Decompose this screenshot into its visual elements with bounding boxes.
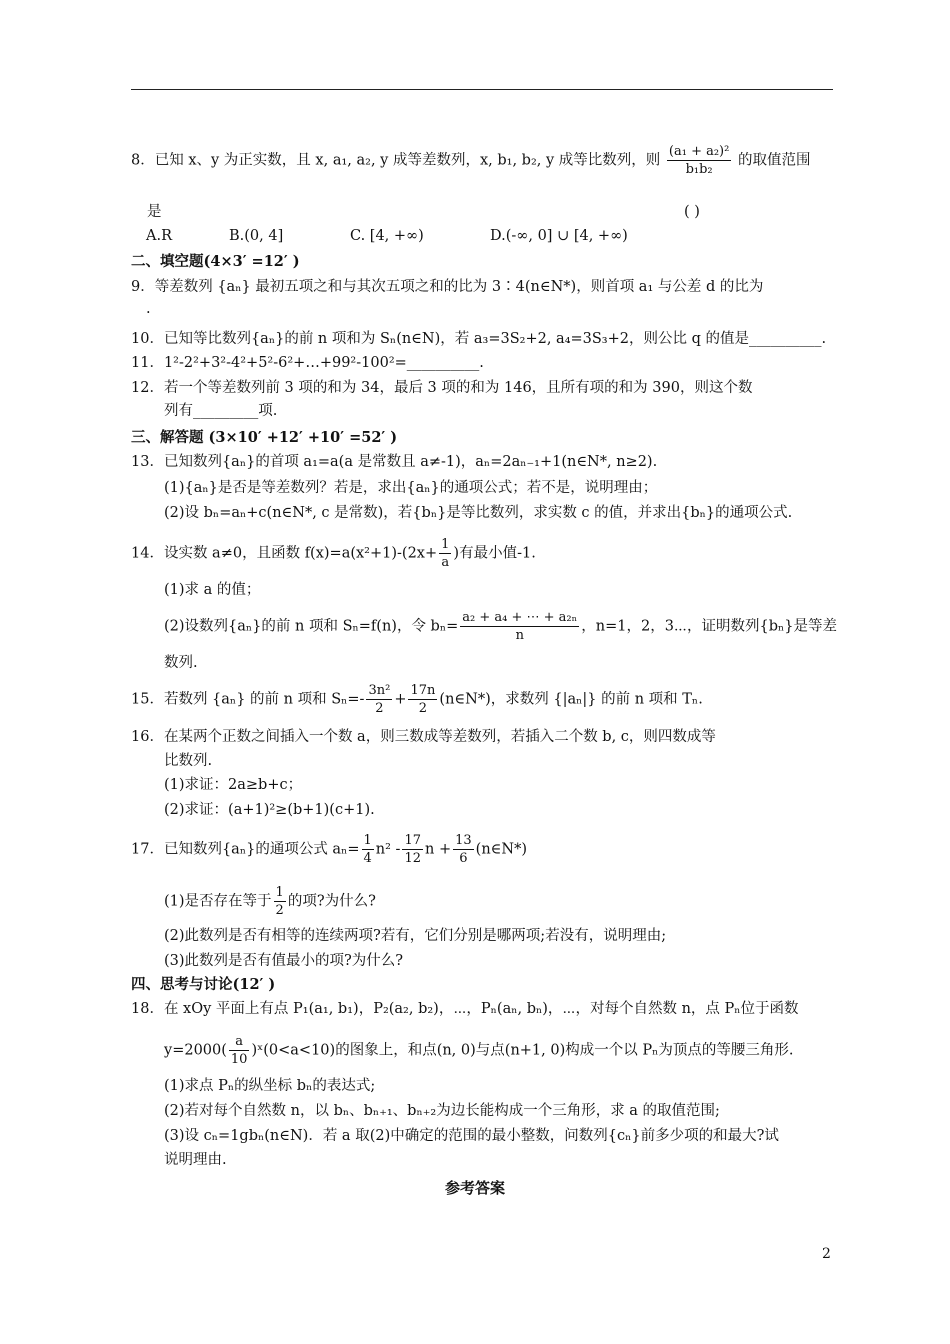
question-11: 11．1²-2²+3²-4²+5²-6²+…+99²-100²=__________.	[131, 355, 484, 371]
question-10: 10．已知等比数列{aₙ}的前 n 项和为 Sₙ(n∈N)，若 a₃=3S₂+2, a₄=3S₃+2，则公比 q 的值是__________.	[131, 331, 827, 347]
section-heading-2: 二、填空题(4×3′ =12′ )	[131, 253, 300, 270]
q17-fraction-1: $\frac{1}{4}$	[363, 833, 372, 866]
question-15: 15．若数列 {aₙ} 的前 n 项和 Sₙ=- $\frac{\text{3n²}}{2}$ + $\frac{17n}{2}$ (n∈N*)，求数列 {|aₙ|} 的前 n 项和 Tₙ.	[131, 683, 703, 716]
choice-b: B.(0, 4]	[229, 228, 284, 244]
q17-sub3: (3)此数列是否有值最小的项?为什么?	[164, 953, 404, 969]
question-13: 13．已知数列{aₙ}的首项 a₁=a(a 是常数且 a≠-1)，aₙ=2aₙ₋₁+1(n∈N*, n≥2).	[131, 454, 658, 470]
q15-fraction-2: $\frac{17n}{2}$	[410, 683, 436, 716]
q17-fraction-3: $\frac{13}{6}$	[455, 833, 472, 866]
question-9: 9．等差数列 {aₙ} 最初五项之和与其次五项之和的比为 3∶4(n∈N*)，则首项 a₁ 与公差 d 的比为	[131, 279, 764, 295]
q17-sub1-fraction: $\frac{1}{2}$	[275, 885, 284, 918]
q18-fraction: $\frac{a}{10}$	[230, 1034, 248, 1067]
q18-sub3: (3)设 cₙ=1gbₙ(n∈N)．若 a 取(2)中确定的范围的最小整数，问数列{cₙ}前多少项的和最大?试	[164, 1128, 779, 1144]
q12-line2: 列有_________项.	[164, 403, 278, 419]
q14-sub2-line2: 数列.	[164, 655, 198, 671]
section-heading-4: 四、思考与讨论(12′ )	[131, 976, 276, 993]
q16-sub2: (2)求证：(a+1)²≥(b+1)(c+1).	[164, 802, 375, 818]
question-14: 14．设实数 a≠0，且函数 f(x)=a(x²+1)-(2x+ $\frac{1}{a}$ )有最小值-1.	[131, 537, 536, 570]
q13-sub1: (1){aₙ}是否是等差数列？若是，求出{aₙ}的通项公式；若不是，说明理由；	[164, 480, 658, 496]
q9-line2: .	[146, 301, 151, 317]
section-heading-3: 三、解答题 (3×10′ +12′ +10′ =52′ )	[131, 429, 398, 446]
q16-line2: 比数列.	[164, 753, 213, 769]
q18-sub2: (2)若对每个自然数 n，以 bₙ、bₙ₊₁、bₙ₊₂为边长能构成一个三角形，求 a 的取值范围;	[164, 1103, 720, 1119]
question-12: 12．若一个等差数列前 3 项的和为 34，最后 3 项的和为 146，且所有项的和为 390，则这个数	[131, 380, 753, 396]
choice-a: A.R	[146, 228, 172, 244]
answer-title: 参考答案	[444, 1179, 505, 1197]
answer-paren: ( )	[684, 204, 700, 220]
question-16: 16．在某两个正数之间插入一个数 a，则三数成等差数列，若插入二个数 b, c，则四数成等	[131, 729, 716, 745]
q8-choices	[146, 226, 628, 246]
q14-sub1: (1)求 a 的值；	[164, 582, 261, 598]
q17-fraction-2: $\frac{17}{12}$	[404, 833, 421, 866]
q17-sub2: (2)此数列是否有相等的连续两项?若有，它们分别是哪两项;若没有，说明理由;	[164, 928, 667, 944]
choice-d: D.(-∞, 0] ∪ [4, +∞)	[490, 228, 628, 244]
header-rule	[131, 89, 833, 90]
page-number: 2	[822, 1246, 831, 1262]
choice-c: C. [4, +∞)	[350, 228, 424, 244]
q15-fraction-1: $\frac{\text{3n²}}{2}$	[368, 683, 391, 716]
q17-sub1: (1)是否存在等于 $\frac{1}{2}$ 的项?为什么?	[164, 885, 376, 918]
q16-sub1: (1)求证：2a≥b+c；	[164, 777, 303, 793]
q8-fraction: $\frac{\text{(a₁ + a₂)²}}{\text{b₁b₂}}$	[668, 144, 730, 177]
q13-sub2: (2)设 bₙ=aₙ+c(n∈N*, c 是常数)，若{bₙ}是等比数列，求实数 c 的值，并求出{bₙ}的通项公式.	[164, 505, 793, 521]
q14-sub2: (2)设数列{aₙ}的前 n 项和 Sₙ=f(n)，令 bₙ= $\frac{\text{a₂ + a₄ + ⋯ + a₂ₙ}}{n}$ ，n=1，2，3⋯，证明数列{bₙ}是等差	[164, 610, 837, 643]
question-8: 8．已知 x、y 为正实数，且 x, a₁, a₂, y 成等差数列，x, b₁, b₂, y 成等比数列，则 $\frac{\text{(a₁ + a₂)²}}{\text{b₁b₂}}$ 的取值范围	[131, 144, 811, 177]
question-18: 18．在 xOy 平面上有点 P₁(a₁, b₁)，P₂(a₂, b₂)，⋯，Pₙ(aₙ, bₙ)，⋯，对每个自然数 n，点 Pₙ位于函数	[131, 1001, 799, 1017]
q18-line2: y=2000( $\frac{a}{10}$ )ˣ(0<a<10)的图象上，和点(n, 0)与点(n+1, 0)构成一个以 Pₙ为顶点的等腰三角形.	[164, 1034, 794, 1067]
question-17: 17．已知数列{aₙ}的通项公式 aₙ= $\frac{1}{4}$ n² - $\frac{17}{12}$ n + $\frac{13}{6}$ (n∈N*)	[131, 833, 527, 866]
q14-fraction: $\frac{1}{a}$	[441, 537, 450, 570]
q18-sub3-line2: 说明理由.	[164, 1152, 227, 1168]
q8-line2: 是	[147, 204, 162, 220]
q14-sub2-fraction: $\frac{\text{a₂ + a₄ + ⋯ + a₂ₙ}}{n}$	[462, 610, 578, 643]
q18-sub1: (1)求点 Pₙ的纵坐标 bₙ的表达式;	[164, 1078, 376, 1094]
